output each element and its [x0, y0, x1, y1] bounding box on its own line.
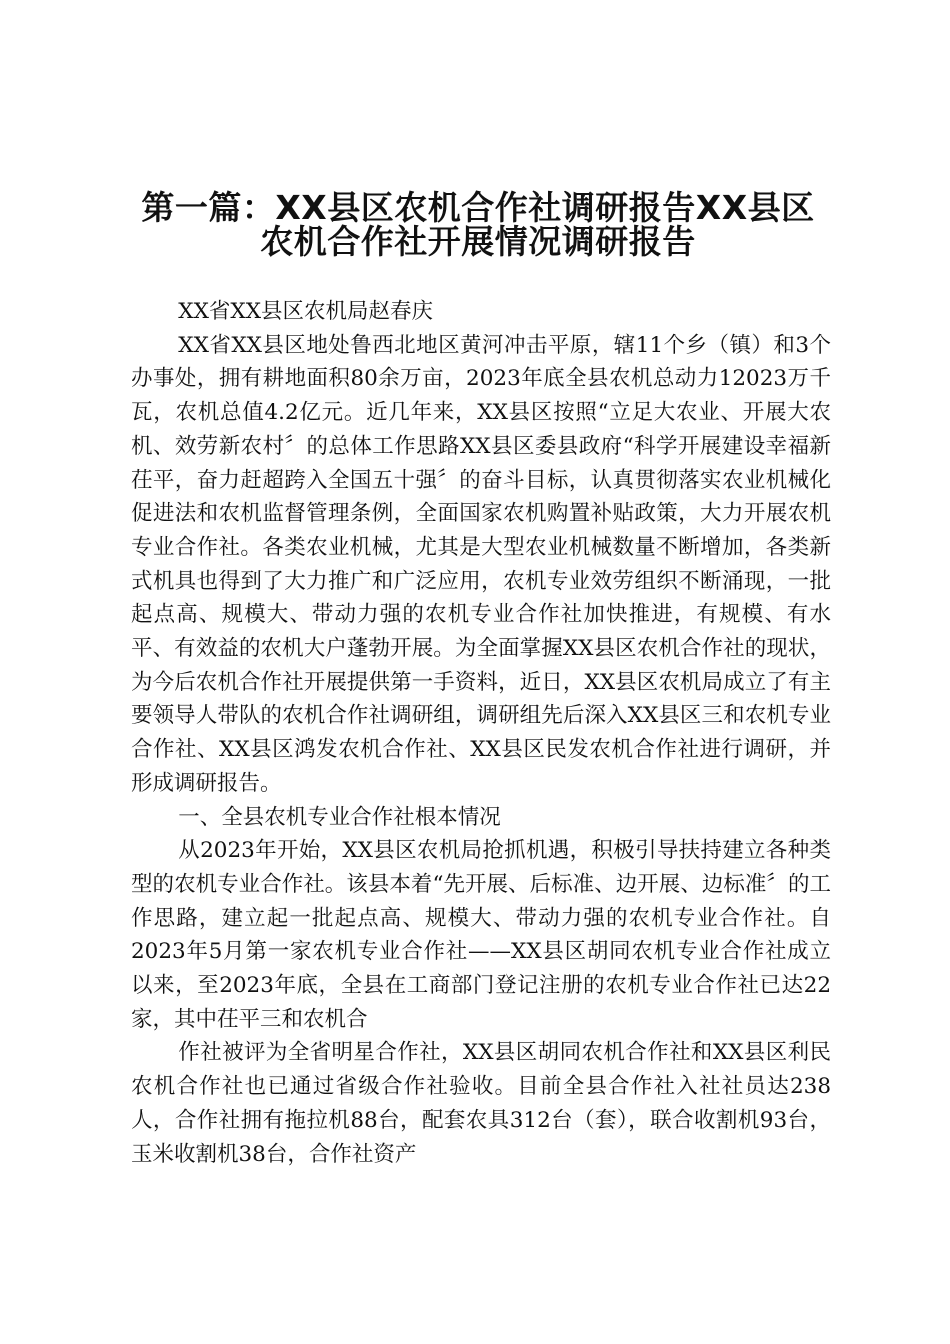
document-title-line-1: 第一篇：XX县区农机合作社调研报告XX县区: [141, 188, 815, 227]
document-title-line-2: 农机合作社开展情况调研报告: [260, 222, 696, 261]
section-heading-1: 一、全县农机专业合作社根本情况: [178, 804, 501, 830]
paragraph-continuation: 作社被评为全省明星合作社，XX县区胡同农机合作社和XX县区利民农机合作社也已通过省级合作社验收。目前全县合作社入社社员达238人，合作社拥有拖拉机88台，配套农具312台（套），联合收割机93台，玉米收割机38台，合作社资产: [131, 1040, 831, 1167]
paragraph-section-1: 从2023年开始，XX县区农机局抢抓机遇，积极引导扶持建立各种类型的农机专业合作社。该县本着“先开展、后标准、边开展、边标准〞的工作思路，建立起一批起点高、规模大、带动力强的农机专业合作社。自2023年5月第一家农机专业合作社——XX县区胡同农机专业合作社成立以来，至2023年底，全县在工商部门登记注册的农机专业合作社已达22家，其中茌平三和农机合: [131, 838, 831, 1032]
paragraph-intro: XX省XX县区地处鲁西北地区黄河冲击平原，辖11个乡（镇）和3个办事处，拥有耕地面积80余万亩，2023年底全县农机总动力12023万千瓦，农机总值4.2亿元。近几年来，XX县区按照“立足大农业、开展大农机、效劳新农村〞的总体工作思路XX县区委县政府“科学开展建设幸福新茌平，奋力赶超跨入全国五十强〞的奋斗目标，认真贯彻落实农业机械化促进法和农机监督管理条例，全面国家农机购置补贴政策，大力开展农机专业合作社。各类农业机械，尤其是大型农业机械数量不断增加，各类新式机具也得到了大力推广和广泛应用，农机专业效劳组织不断涌现，一批起点高、规模大、带动力强的农机专业合作社加快推进，有规模、有水平、有效益的农机大户蓬勃开展。为全面掌握XX县区农机合作社的现状，为今后农机合作社开展提供第一手资料，近日，XX县区农机局成立了有主要领导人带队的农机合作社调研组，调研组先后深入XX县区三和农机专业合作社、XX县区鸿发农机合作社、XX县区民发农机合作社进行调研，并形成调研报告。: [131, 332, 831, 796]
author-line: XX省XX县区农机局赵春庆: [178, 299, 434, 324]
document-body: [131, 295, 831, 1171]
